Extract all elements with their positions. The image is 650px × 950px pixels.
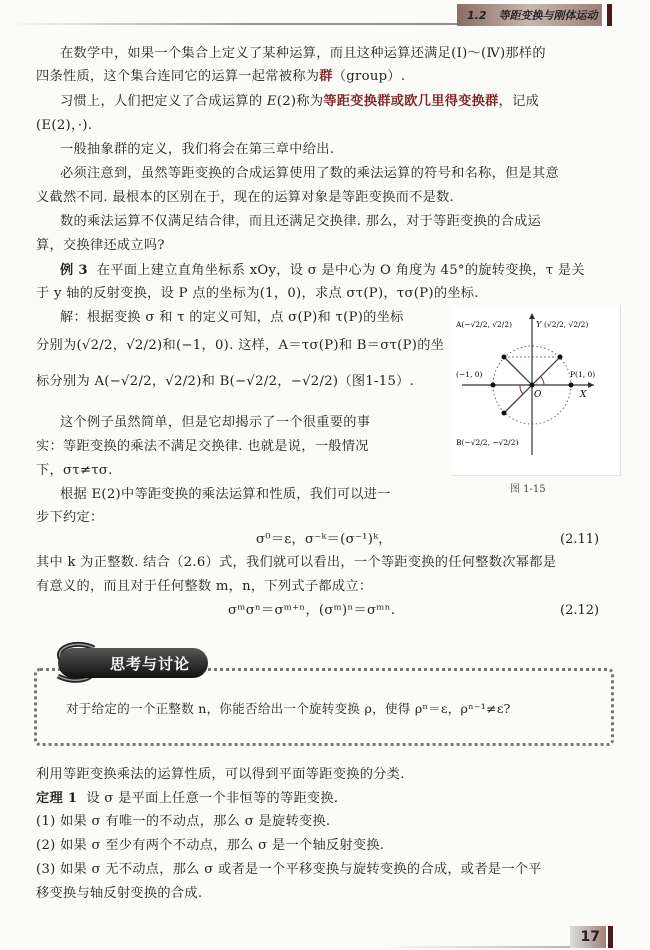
svg-text:A(−√2/2, √2/2): A(−√2/2, √2/2) xyxy=(456,320,513,329)
paragraph-line: 有意义的，而且对于任何整数 m，n，下列式子都成立： xyxy=(36,579,373,594)
text: 在平面上建立直角坐标系 xOy，设 σ 是中心为 O 角度为 45°的旋转变换，τ 是关 xyxy=(96,263,585,278)
example-line: 于 y 轴的反射变换，设 P 点的坐标为(1，0)，求点 στ(P)，τσ(P)的坐标. xyxy=(36,286,479,301)
text: 和(−1，0). 这样，A＝τσ(P)和 B＝στ(P)的坐 xyxy=(162,338,445,353)
term-group: 群 xyxy=(319,69,333,84)
paragraph-line: 利用等距变换乘法的运算性质，可以得到平面等距变换的分类. xyxy=(36,767,405,782)
remark-line: 这个例子虽然简单，但是它却揭示了一个很重要的事 xyxy=(60,415,371,430)
paragraph-line: 步下约定： xyxy=(36,510,104,525)
paragraph-line: (E(2)，·). xyxy=(36,118,93,133)
section-number: 1.2 xyxy=(467,8,487,22)
solution-line: 解：根据变换 σ 和 τ 的定义可知，点 σ(P)和 τ(P)的坐标 xyxy=(60,310,404,325)
paragraph-line: 必须注意到，虽然等距变换的合成运算使用了数的乘法运算的符号和名称，但是其意 xyxy=(60,166,560,181)
figure-1-15 xyxy=(452,305,621,476)
svg-text:(√2/2, √2/2): (√2/2, √2/2) xyxy=(544,320,589,329)
page-number: 17 xyxy=(570,926,606,948)
svg-text:Y: Y xyxy=(536,320,542,329)
equation-2-11: σ⁰＝ε，σ⁻ᵏ＝(σ⁻¹)ᵏ， xyxy=(256,532,392,547)
paragraph-line: 一般抽象群的定义，我们将会在第三章中给出. xyxy=(60,142,335,157)
paragraph-line: 义截然不同. 最根本的区别在于，现在的运算对象是等距变换而不是数. xyxy=(36,190,455,205)
paragraph-line: 其中 k 为正整数. 结合（2.6）式，我们就可以看出，一个等距变换的任何整数次幂都是 xyxy=(36,555,557,570)
solution-line xyxy=(36,336,444,356)
math-coordinate: (−√2/2，√2/2) xyxy=(104,374,202,389)
theorem-item: (1) 如果 σ 有唯一的不动点，那么 σ 是旋转变换. xyxy=(36,814,331,829)
example-line xyxy=(60,261,585,281)
math-coordinate: (√2/2，√2/2) xyxy=(76,338,163,353)
section-header-tab xyxy=(457,4,602,26)
paragraph-line xyxy=(60,92,539,112)
example-label: 例 3 xyxy=(60,263,88,278)
theorem-item: (3) 如果 σ 无不动点，那么 σ 或者是一个平移变换与旋转变换的合成，或者是一个平 xyxy=(36,862,542,877)
svg-text:O: O xyxy=(534,390,542,400)
paragraph-line: 算，交换律还成立吗? xyxy=(36,238,165,253)
remark-line: 下，στ≠τσ. xyxy=(36,463,113,478)
remark-line: 实：等距变换的乘法不满足交换律. 也就是说，一般情况 xyxy=(36,439,369,454)
math: E xyxy=(266,94,277,109)
header-bar xyxy=(607,4,612,26)
rotation-diagram xyxy=(452,305,620,475)
paragraph-line: 在数学中，如果一个集合上定义了某种运算，而且这种运算还满足(Ⅰ)～(Ⅳ)那样的 xyxy=(60,46,546,61)
equation-number: (2.11) xyxy=(560,532,600,547)
theorem-line xyxy=(36,789,338,809)
text: 分别为 xyxy=(36,338,77,353)
text: （group）. xyxy=(332,69,406,84)
text: 标分别为 A xyxy=(36,374,105,389)
svg-text:X: X xyxy=(580,390,587,400)
paragraph-line: 数的乘法运算不仅满足结合律，而且还满足交换律. 那么，对于等距变换的合成运 xyxy=(60,214,542,229)
svg-text:(−1, 0): (−1, 0) xyxy=(456,370,483,379)
paragraph-line xyxy=(36,67,405,87)
solution-line xyxy=(36,372,414,392)
svg-text:B(−√2/2, −√2/2): B(−√2/2, −√2/2) xyxy=(456,438,519,447)
text: (2)称为 xyxy=(276,94,324,109)
paragraph-line: 根据 E(2)中等距变换的乘法运算和性质，我们可以进一 xyxy=(60,487,391,502)
equation-2-12: σᵐσⁿ＝σᵐ⁺ⁿ，(σᵐ)ⁿ＝σᵐⁿ. xyxy=(228,603,396,618)
text: ，记成 xyxy=(498,94,540,109)
discussion-question: 对于给定的一个正整数 n，你能否给出一个旋转变换 ρ，使得 ρⁿ＝ε，ρⁿ⁻¹≠ε? xyxy=(66,701,511,716)
term-euclidean-group: 等距变换群或欧几里得变换群 xyxy=(323,94,499,109)
theorem-item: 移变换与轴反射变换的合成. xyxy=(36,886,203,901)
svg-text:P(1, 0): P(1, 0) xyxy=(570,370,596,379)
footer-bar xyxy=(608,926,613,948)
section-title: 等距变换与刚体运动 xyxy=(498,9,598,22)
text: 习惯上，人们把定义了合成运算的 xyxy=(60,94,267,109)
text: 四条性质，这个集合连同它的运算一起常被称为 xyxy=(36,69,320,84)
math-coordinate: (−√2/2，−√2/2) xyxy=(229,374,339,389)
theorem-item: (2) 如果 σ 至少有两个不动点，那么 σ 是一个轴反射变换. xyxy=(36,838,385,853)
figure-caption: 图 1-15 xyxy=(510,484,546,495)
text: （图1-15）. xyxy=(338,374,415,389)
theorem-label: 定理 1 xyxy=(36,791,78,806)
text: 和 B xyxy=(201,374,230,389)
discussion-title: 思考与讨论 xyxy=(58,648,208,678)
text: 设 σ 是平面上任意一个非恒等的等距变换. xyxy=(86,791,339,806)
equation-number: (2.12) xyxy=(560,603,600,618)
